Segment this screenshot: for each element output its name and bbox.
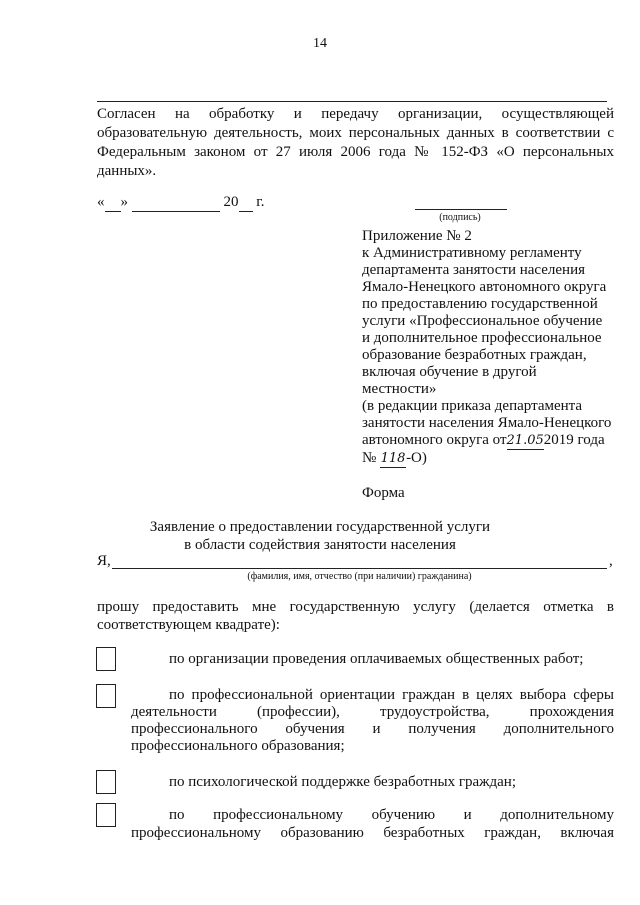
request-line-2: соответствующем квадрате): bbox=[97, 617, 280, 633]
appendix-line: к Административному регламенту bbox=[362, 245, 582, 261]
applicant-caption: (фамилия, имя, отчество (при наличии) гражданина) bbox=[247, 571, 472, 582]
appendix-line: Ямало-Ненецкого автономного округа bbox=[362, 279, 607, 295]
option-career-guidance-line-3: профессионального обучения и получения дополнительного bbox=[131, 721, 614, 737]
option-career-guidance-line-1: по профессиональной ориентации граждан в целях выбора сферы bbox=[169, 687, 614, 703]
name-fill-line bbox=[97, 101, 607, 102]
option-checkbox-psychological-support[interactable] bbox=[96, 770, 116, 794]
appendix-line: по предоставлению государственной bbox=[362, 296, 598, 312]
day-blank bbox=[105, 194, 121, 212]
year-prefix: 20 bbox=[223, 194, 239, 210]
month-blank bbox=[132, 194, 220, 212]
option-career-guidance-line-2: деятельности (профессии), трудоустройства, прохождения bbox=[131, 704, 614, 720]
option-checkbox-vocational-training[interactable] bbox=[96, 803, 116, 827]
order-number-prefix: № bbox=[362, 450, 377, 466]
appendix-line: (в редакции приказа департамента bbox=[362, 398, 583, 414]
appendix-line: департамента занятости населения bbox=[362, 262, 586, 278]
appendix-order-number-line bbox=[362, 450, 622, 468]
option-vocational-training-line-1: по профессиональному обучению и дополнительному bbox=[169, 807, 614, 823]
order-date-handwritten: 21.05 bbox=[506, 433, 544, 448]
form-label: Форма bbox=[362, 485, 405, 501]
order-date-suffix: 2019 года bbox=[543, 432, 605, 448]
page-number: 14 bbox=[313, 36, 327, 51]
date-quote-close: » bbox=[120, 194, 128, 210]
appendix-line: образование безработных граждан, bbox=[362, 347, 587, 363]
option-psychological-support-line-1: по психологической поддержке безработных граждан; bbox=[169, 774, 516, 790]
appendix-line: занятости населения Ямало-Ненецкого bbox=[362, 415, 612, 431]
appendix-line: Приложение № 2 bbox=[362, 228, 472, 244]
appendix-line: включая обучение в другой bbox=[362, 364, 537, 380]
request-line-1: прошу предоставить мне государственную услугу (делается отметка в bbox=[97, 599, 614, 615]
option-career-guidance-line-4: профессионального образования; bbox=[131, 738, 345, 754]
appendix-order-date-line bbox=[362, 432, 622, 450]
appendix-line: местности» bbox=[362, 381, 437, 397]
appendix-line: услуги «Профессиональное обучение bbox=[362, 313, 603, 329]
consent-line-3: Федеральным законом от 27 июля 2006 года № 152-ФЗ «О персональных bbox=[97, 144, 614, 160]
applicant-prefix: Я, bbox=[97, 553, 111, 569]
option-vocational-training-line-2: профессиональному образованию безработных граждан, включая bbox=[131, 825, 614, 841]
order-number-suffix: -О) bbox=[406, 450, 427, 466]
application-title-line-1: Заявление о предоставлении государственной услуги bbox=[149, 519, 491, 535]
option-checkbox-public-works[interactable] bbox=[96, 647, 116, 671]
applicant-name-line bbox=[112, 568, 607, 569]
date-quote-open: « bbox=[97, 194, 105, 210]
consent-line-2: образовательную деятельность, моих персональных данных в соответствии с bbox=[97, 125, 614, 141]
applicant-suffix: , bbox=[609, 553, 613, 569]
date-field bbox=[97, 194, 264, 212]
year-suffix: г. bbox=[256, 194, 265, 210]
option-public-works-line-1: по организации проведения оплачиваемых общественных работ; bbox=[169, 651, 584, 667]
appendix-block bbox=[362, 228, 622, 468]
signature-line bbox=[415, 209, 507, 210]
signature-caption: (подпись) bbox=[439, 212, 481, 223]
consent-line-1: Согласен на обработку и передачу организации, осуществляющей bbox=[97, 106, 614, 122]
consent-line-4: данных». bbox=[97, 163, 157, 179]
year-blank bbox=[239, 194, 253, 212]
appendix-line: и дополнительное профессиональное bbox=[362, 330, 602, 346]
option-checkbox-career-guidance[interactable] bbox=[96, 684, 116, 708]
order-number-handwritten: 118 bbox=[380, 451, 406, 466]
application-title-line-2: в области содействия занятости населения bbox=[184, 537, 456, 553]
order-date-prefix: автономного округа от bbox=[362, 432, 507, 448]
